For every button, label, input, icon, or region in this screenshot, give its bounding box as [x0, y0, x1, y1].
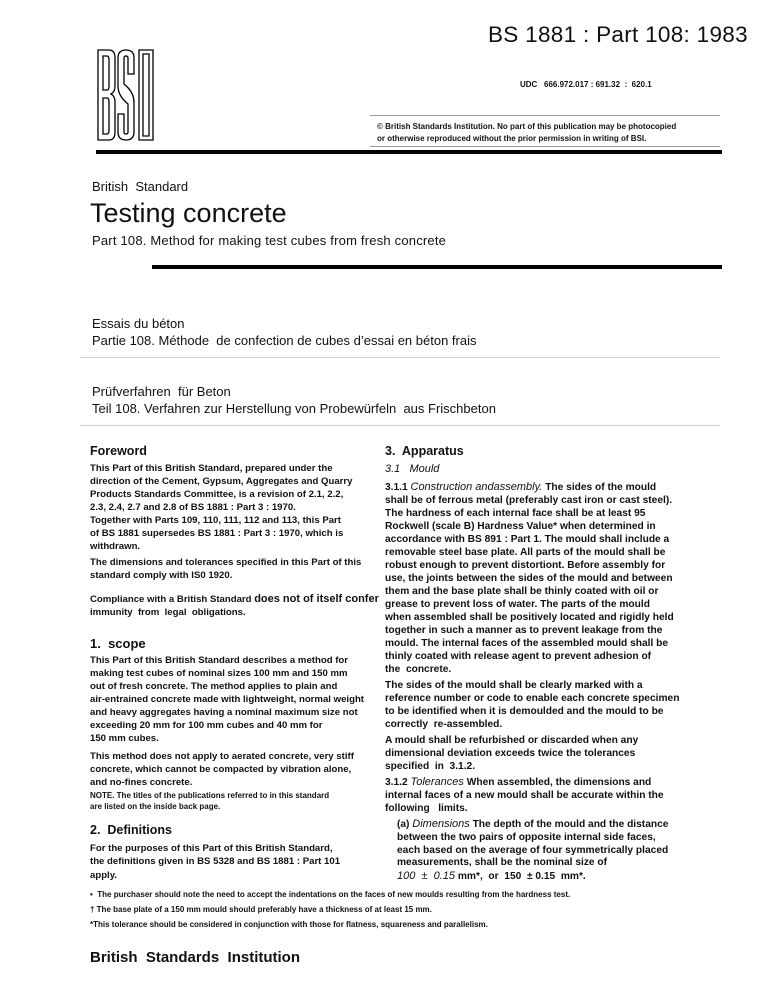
footnote: *This tolerance should be considered in conjunction with those for flatness, squareness and parallelism. [90, 920, 488, 929]
compliance-statement: Compliance with a British Standard does not of itself confer immunity from legal obligations. [90, 593, 379, 618]
left-column [90, 0, 382, 994]
foreword-heading: Foreword [90, 444, 147, 458]
foreword-paragraph: The dimensions and tolerances specified in this Part of this standard comply with IS0 1920. [90, 557, 362, 581]
refurbish-paragraph: A mould shall be refurbished or discarded when any dimensional deviation exceeds twice the tolerances specified in 3.1.2. [385, 735, 639, 772]
foreword-paragraph: This Part of this British Standard, prepared under the direction of the Cement, Gypsum, Aggregates and Quarry Products Standards Committee, is a revision of 2.1, 2.2, 2.3, 2.4, 2.7 and 2.8 of BS 1881 : Part 3 : 1970. Together with Parts 109, 110, 111, 112 and 113, this Part of BS 1881 supersedes BS 1881 : Part 3 : 1970, which is withdrawn. [90, 463, 353, 552]
clause-3-1-2: 3.1.2 Tolerances When assembled, the dimensions and internal faces of a new mould shall be accurate within the following limits. [385, 776, 664, 814]
german-title: Prüfverfahren für Beton [92, 384, 231, 399]
definitions-heading: 2. Definitions [90, 823, 172, 837]
copyright-notice: © British Standards Institution. No part of this publication may be photocopied or otherwise reproduced without the prior permission in writing of BSI. [377, 122, 677, 143]
dimensions-item: (a) Dimensions The depth of the mould and the distance between the two pairs of opposite internal side faces, each based on the average of four symmetrically placed measurements, shall be the nominal size of 100 ± 0.15 mm*, or 150 ± 0.15 mm*. [397, 818, 669, 883]
udc-code: UDC 666.972.017 : 691.32 : 620.1 [520, 80, 652, 89]
scope-paragraph: This method does not apply to aerated concrete, very stiff concrete, which cannot be compacted by vibration alone, and no-fines concrete. [90, 751, 354, 788]
marking-paragraph: The sides of the mould shall be clearly marked with a reference number or code to enable each concrete specimen to be identified when it is demoulded and the mould to be correctly re-assembled. [385, 680, 680, 730]
publisher-footer: British Standards Institution [90, 949, 301, 966]
french-subtitle: Partie 108. Méthode de confection de cubes d’essai en béton frais [92, 333, 477, 348]
note: NOTE. The titles of the publications referred to in this standard are listed on the inside back page. [90, 791, 330, 811]
french-title: Essais du béton [92, 316, 185, 331]
scope-heading: 1. scope [90, 636, 146, 651]
document-title: Testing concrete [90, 198, 287, 228]
clause-3-1-1: 3.1.1 Construction andassembly. The sides of the mould shall be of ferrous metal (preferably cast iron or cast steel). The hardness of each internal face shall be at least 95 Rockwell (scale B) Hardness Value* when determined in accordance with BS 891 : Part 1. The mould shall include a removable steel base plate. All parts of the mould shall be robust enough to prevent distortiont. Before assembly for use, the joints between the sides of the mould and between them and the base plate shall be thinly coated with oil or grease to prevent loss of water. The parts of the mould when assembled shall be positively located and rigidly held together in such a manner as to prevent leakage from the mould. The internal faces of the assembled mould shall be thinly coated with release agent to prevent adhesion of the concrete. [385, 481, 674, 675]
definitions-paragraph: For the purposes of this Part of this British Standard, the definitions given in BS 5328 and BS 1881 : Part 101 apply. [90, 843, 341, 881]
document-kicker: British Standard [92, 179, 189, 194]
standard-designation: BS 1881 : Part 108: 1983 [488, 22, 748, 47]
document-subtitle: Part 108. Method for making test cubes from fresh concrete [92, 233, 447, 248]
footnote: • The purchaser should note the need to accept the indentations on the faces of new moulds resulting from the hardness test. [90, 890, 571, 899]
german-subtitle: Teil 108. Verfahren zur Herstellung von Probewürfeln aus Frischbeton [92, 401, 496, 416]
scope-paragraph: This Part of this British Standard describes a method for making test cubes of nominal sizes 100 mm and 150 mm out of fresh concrete. The method applies to plain and air-entrained concrete made with lightweight, normal weight and heavy aggregates having a nominal maximum size not exceeding 20 mm for 100 mm cubes and 40 mm for 150 mm cubes. [90, 655, 364, 744]
mould-heading: 3.1 Mould [385, 463, 440, 475]
apparatus-heading: 3. Apparatus [385, 444, 464, 458]
footnote: † The base plate of a 150 mm mould should preferably have a thickness of at least 15 mm. [90, 905, 432, 914]
right-column [385, 0, 730, 994]
